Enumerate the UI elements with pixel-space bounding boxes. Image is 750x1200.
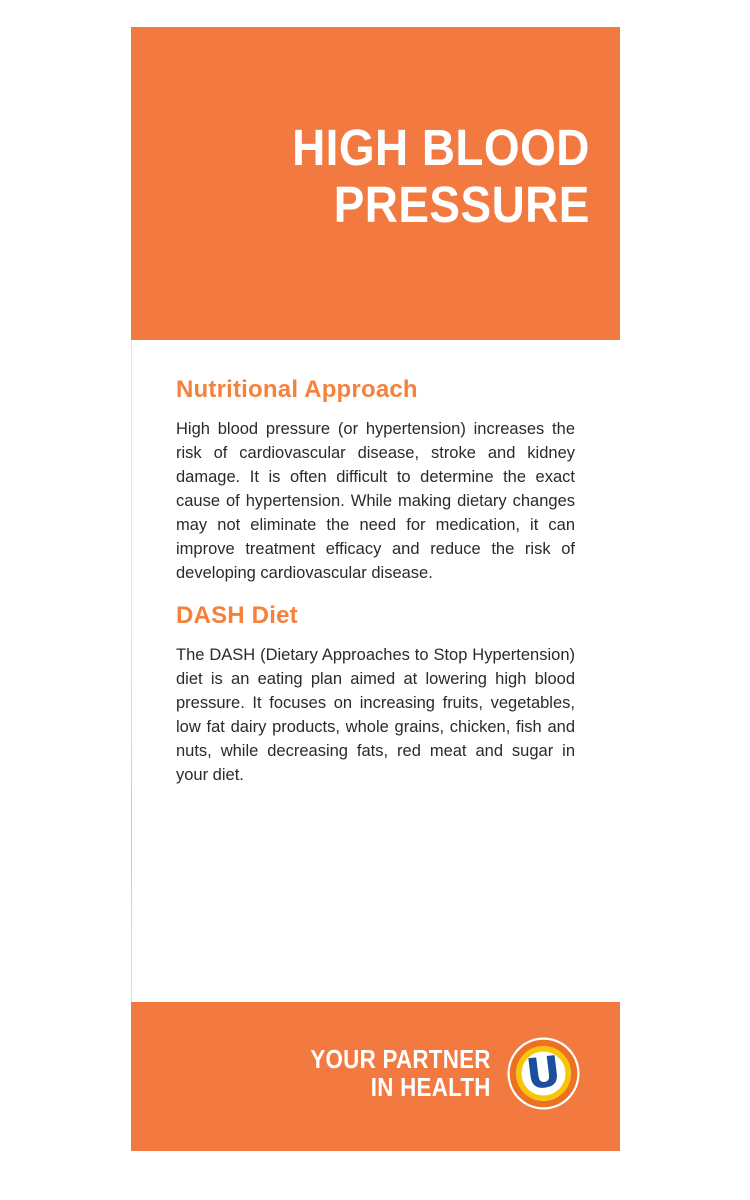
- footer-tagline-line2: IN HEALTH: [371, 1071, 491, 1102]
- page-title-line1: HIGH BLOOD: [292, 119, 590, 176]
- footer-banner: [131, 1002, 620, 1151]
- section-body-dash-diet: The DASH (Dietary Approaches to Stop Hypertension) diet is an eating plan aimed at lowering high blood pressure. It focuses on increasing fruits, vegetables, low fat dairy products, whole grains, chicken, fish and nuts, while decreasing fats, red meat and sugar in your diet.: [176, 646, 575, 784]
- section-heading-nutritional-approach: Nutritional Approach: [176, 376, 418, 403]
- section-heading-dash-diet: DASH Diet: [176, 602, 298, 629]
- united-supermarkets-logo: [507, 1037, 580, 1110]
- page-title: [292, 119, 590, 233]
- content-area: [131, 340, 620, 1002]
- section-body-nutritional-approach: High blood pressure (or hypertension) increases the risk of cardiovascular disease, stroke and kidney damage. It is often difficult to determine the exact cause of hypertension. While making dietary changes may not eliminate the need for medication, it can improve treatment efficacy and reduce the risk of developing cardiovascular disease.: [176, 420, 575, 582]
- page-title-line2: PRESSURE: [333, 176, 590, 233]
- logo-letter-u: U: [523, 1046, 564, 1100]
- fold-line: [131, 340, 132, 1002]
- footer-tagline: [311, 1046, 491, 1101]
- header-banner: [131, 27, 620, 340]
- brochure-panel: [131, 27, 620, 1151]
- footer-tagline-line1: YOUR PARTNER: [310, 1044, 491, 1074]
